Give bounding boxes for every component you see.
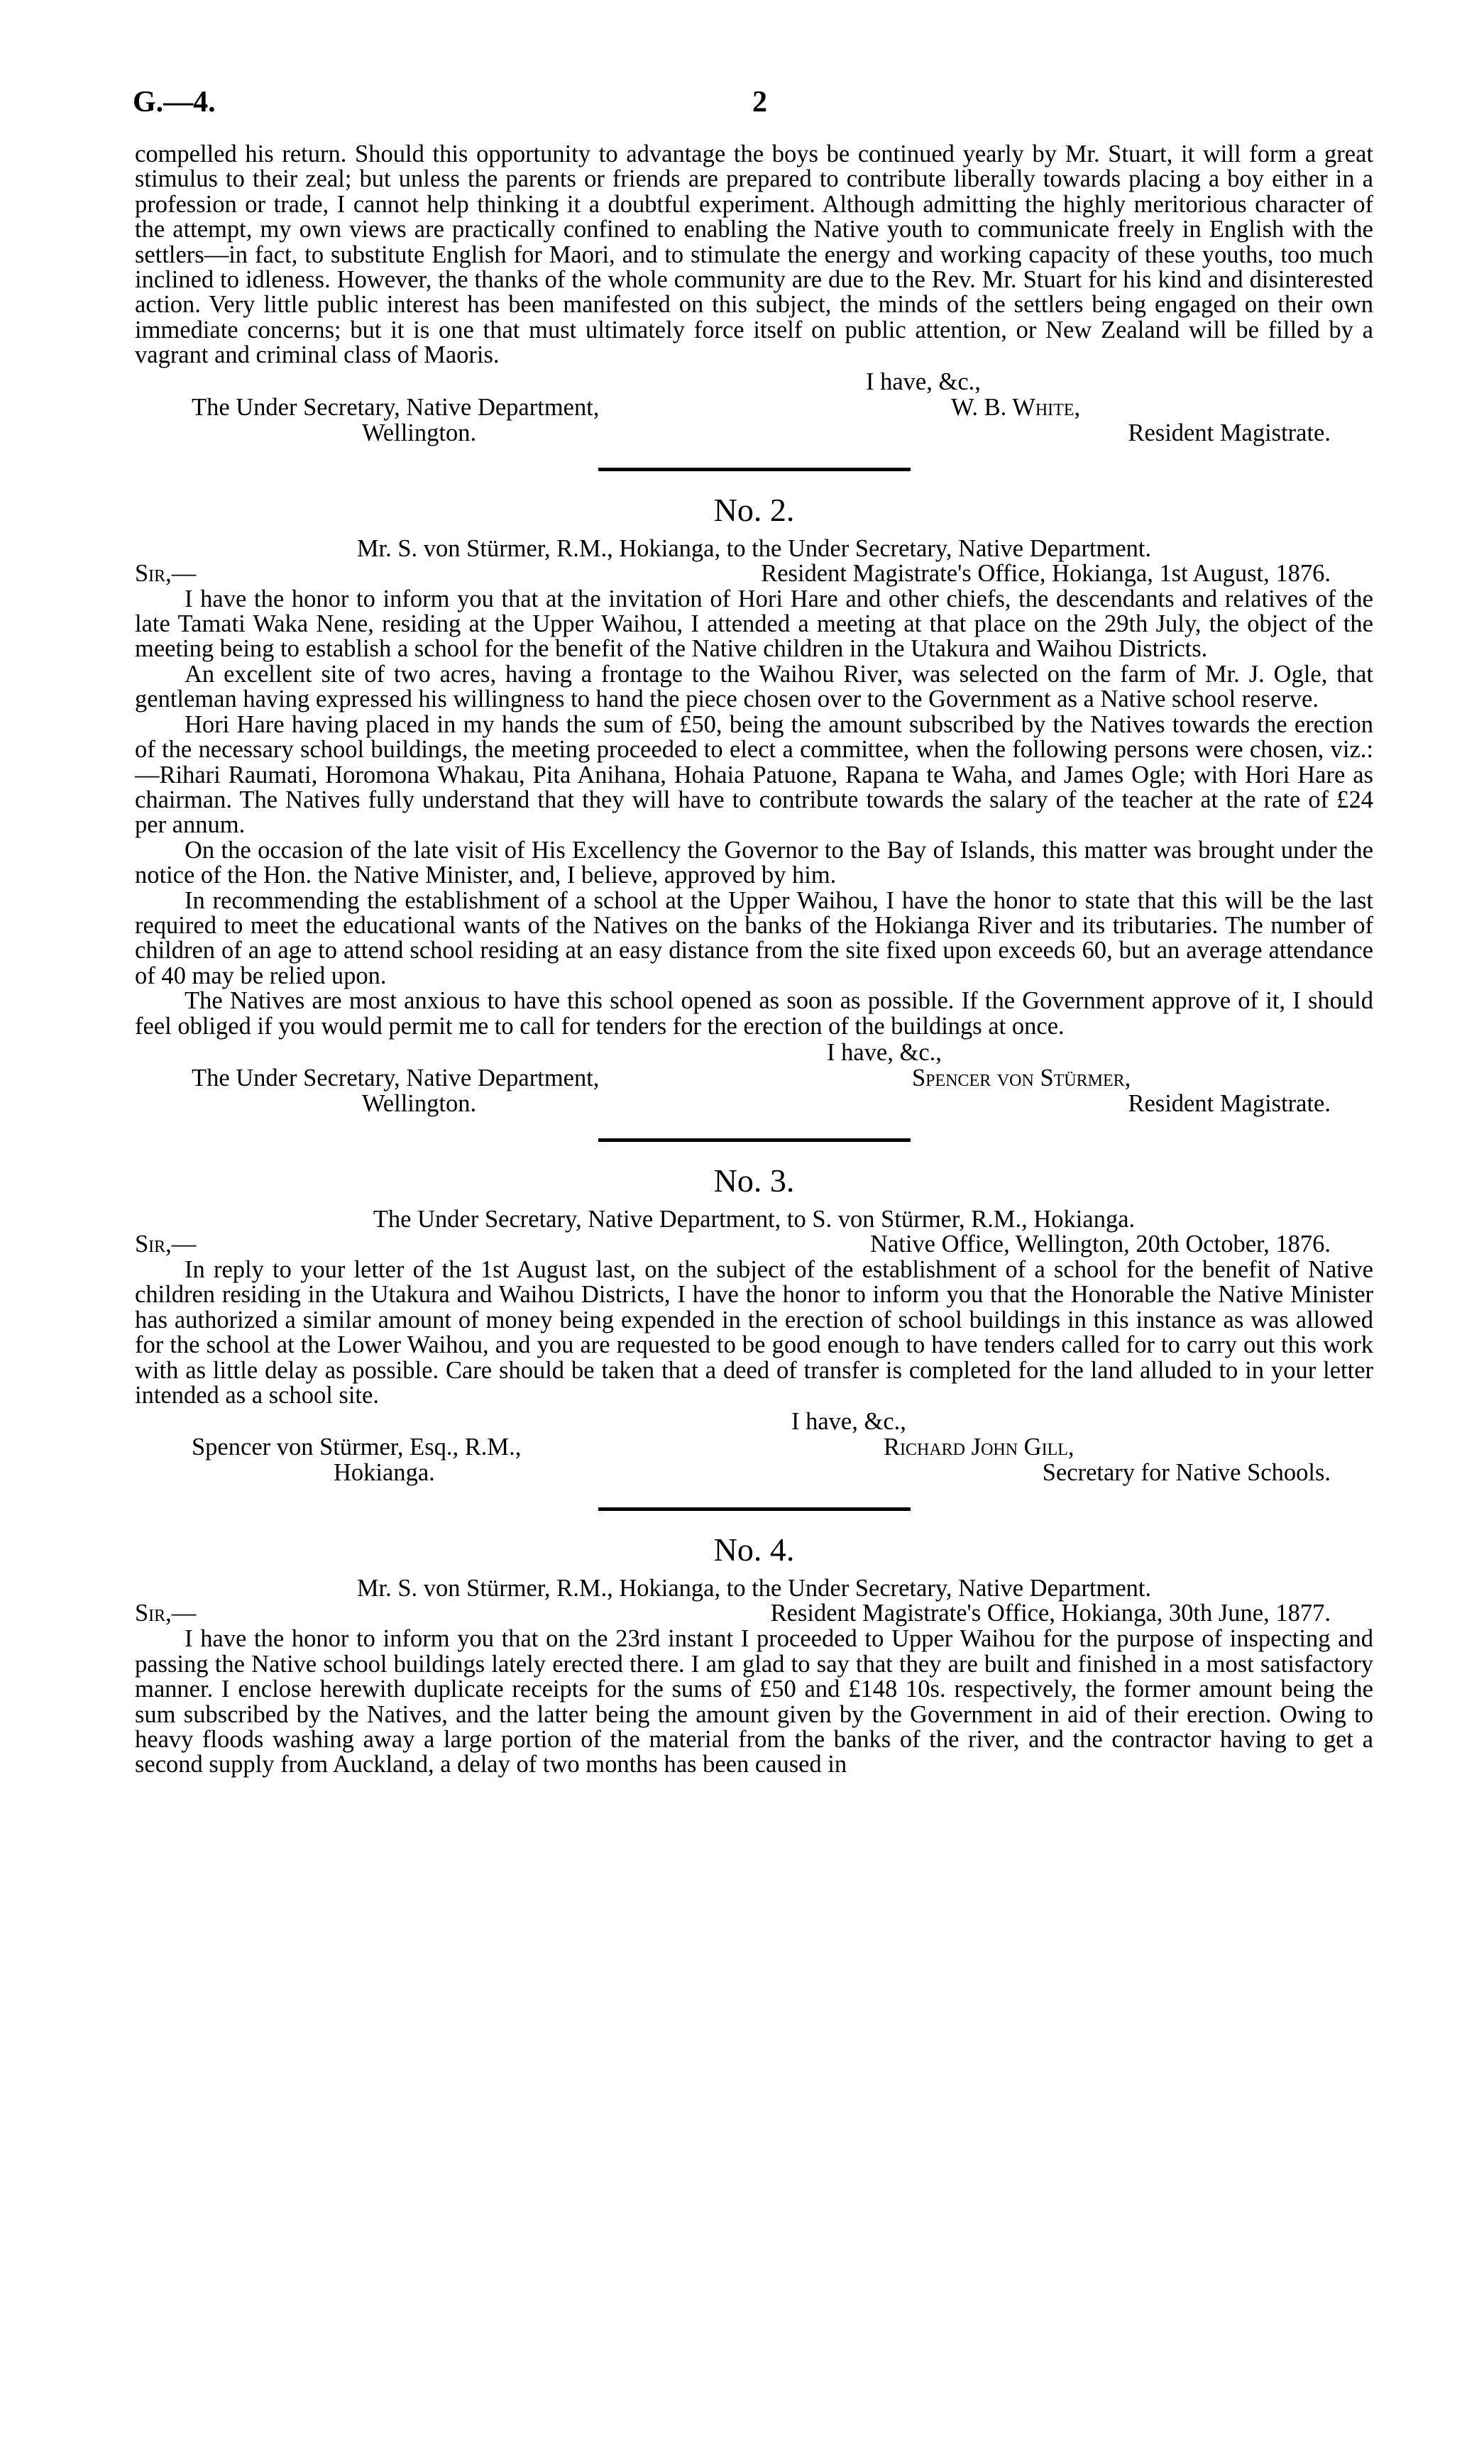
paragraph: An excellent site of two acres, having a frontage to the Waihou River, was selected on the farm of Mr. J. Ogle, that gentleman having expressed his willingness to hand the piece chosen over to the Government as a Native school reserve.	[135, 660, 1373, 713]
letter-no-3	[135, 1162, 1373, 1486]
addressee-city: Wellington.	[362, 1089, 477, 1117]
signer-name: W. B. White,	[951, 393, 1081, 421]
salutation: Sir,—	[135, 1600, 197, 1627]
signature-block	[135, 370, 1373, 446]
paragraph: In reply to your letter of the 1st August last, on the subject of the establishment of a school for the benefit of Native children residing in the Utakura and Waihou Districts, I have the honor to inform you that the Honorable the Native Minister has authorized a similar amount of money being expended in the erection of school buildings in this instance as was allowed for the school at the Lower Waihou, and you are requested to be good enough to have tenders called for to carry out this work with as little delay as possible. Care should be taken that a deed of transfer is completed for the land alluded to in your letter intended as a school site.	[135, 1255, 1373, 1409]
paragraph: Hori Hare having placed in my hands the sum of £50, being the amount subscribed by the Natives towards the erection of the necessary school buildings, the meeting proceeded to elect a committee, when the following persons were chosen, viz.:—Rihari Raumati, Horomona Whakau, Pita Anihana, Hohaia Patuone, Rapana te Waha, and James Ogle; with Hori Hare as chairman. The Natives fully understand that they will have to contribute towards the salary of the teacher at the rate of £24 per annum.	[135, 710, 1373, 839]
page-number: 2	[752, 86, 767, 119]
salutation-line	[135, 1601, 1373, 1627]
letter-number: No. 2.	[713, 491, 795, 528]
letter-heading: Mr. S. von Stürmer, R.M., Hokianga, to the Under Secretary, Native Department.	[356, 1575, 1152, 1602]
page-header	[135, 85, 1373, 142]
salutation-line	[135, 1232, 1373, 1258]
paragraph: I have the honor to inform you that at the invitation of Hori Hare and other chiefs, the descendants and relatives of the late Tamati Waka Nene, residing at the Upper Waihou, I attended a meeting at that place on the 29th July, the object of the meeting being to establish a school for the benefit of the Native children in the Utakura and Waihou Districts.	[135, 585, 1373, 663]
paragraph: The Natives are most anxious to have this school opened as soon as possible. If the Government approve of it, I should feel obliged if you would permit me to call for tenders for the erection of the buildings at once.	[135, 987, 1373, 1040]
letter-no-4	[135, 1531, 1373, 1777]
addressee-line: The Under Secretary, Native Department,	[192, 1064, 600, 1091]
document-page	[135, 85, 1373, 1778]
addressee-line: Spencer von Stürmer, Esq., R.M.,	[192, 1434, 522, 1461]
signer-name: Spencer von Stürmer,	[912, 1064, 1131, 1091]
salutation: Sir,—	[135, 1230, 197, 1258]
signer-title: Resident Magistrate.	[1128, 1089, 1331, 1117]
section-divider	[598, 468, 911, 471]
signer-name: Richard John Gill,	[884, 1434, 1074, 1461]
closing-line: I have, &c.,	[827, 1038, 942, 1066]
letter-number: No. 4.	[713, 1531, 795, 1568]
signer-title: Resident Magistrate.	[1128, 419, 1331, 446]
closing-line: I have, &c.,	[791, 1408, 906, 1436]
sender-address: Native Office, Wellington, 20th October, 1876.	[870, 1230, 1331, 1258]
signer-title: Secretary for Native Schools.	[1042, 1459, 1331, 1487]
sender-address: Resident Magistrate's Office, Hokianga, 30th June, 1877.	[770, 1600, 1331, 1627]
series-label: G.—4.	[133, 86, 216, 119]
letter-no-2	[135, 491, 1373, 1117]
section-divider	[598, 1507, 911, 1511]
signature-block	[135, 1409, 1373, 1486]
closing-line: I have, &c.,	[866, 368, 981, 395]
addressee-city: Hokianga.	[334, 1459, 435, 1487]
intro-paragraph: compelled his return. Should this opportunity to advantage the boys be continued yearly by Mr. Stuart, it will form a great stimulus to their zeal; but unless the parents or friends are prepared to contribute liberally towards placing a boy either in a profession or trade, I cannot help thinking it a doubtful experiment. Although admitting the highly meritorious character of the attempt, my own views are practically confined to enabling the Native youth to communicate freely in English with the settlers—in fact, to substitute English for Maori, and to stimulate the energy and working capacity of these youths, too much inclined to idleness. However, the thanks of the whole community are due to the Rev. Mr. Stuart for his kind and disinterested action. Very little public interest has been manifested on this subject, the minds of the settlers being engaged on their own immediate concerns; but it is one that must ultimately force itself on public attention, or New Zealand will be filled by a vagrant and criminal class of Maoris.	[135, 141, 1373, 369]
addressee-line: The Under Secretary, Native Department,	[192, 393, 600, 421]
paragraph: On the occasion of the late visit of His Excellency the Governor to the Bay of Islands, this matter was brought under the notice of the Hon. the Native Minister, and, I believe, approved by him.	[135, 836, 1373, 889]
salutation-line	[135, 561, 1373, 587]
letter-heading: The Under Secretary, Native Department, to S. von Stürmer, R.M., Hokianga.	[373, 1205, 1136, 1233]
signature-block	[135, 1040, 1373, 1117]
letter-heading: Mr. S. von Stürmer, R.M., Hokianga, to the Under Secretary, Native Department.	[356, 534, 1152, 562]
sender-address: Resident Magistrate's Office, Hokianga, 1st August, 1876.	[761, 559, 1331, 587]
addressee-city: Wellington.	[362, 419, 477, 446]
section-divider	[598, 1138, 911, 1142]
salutation: Sir,—	[135, 559, 197, 587]
letter-number: No. 3.	[713, 1162, 795, 1199]
paragraph: I have the honor to inform you that on the 23rd instant I proceeded to Upper Waihou for the purpose of inspecting and passing the Native school buildings lately erected there. I am glad to say that they are built and finished in a most satisfactory manner. I enclose herewith duplicate receipts for the sums of £50 and £148 10s. respectively, the former amount being the sum subscribed by the Natives, and the latter being the amount given by the Government in aid of their erection. Owing to heavy floods washing away a large portion of the material from the banks of the river, and the contractor having to get a second supply from Auckland, a delay of two months has been caused in	[135, 1625, 1373, 1778]
paragraph: In recommending the establishment of a school at the Upper Waihou, I have the honor to state that this will be the last required to meet the educational wants of the Natives on the banks of the Hokianga River and its tributaries. The number of children of an age to attend school residing at an easy distance from the site fixed upon exceeds 60, but an average attendance of 40 may be relied upon.	[135, 886, 1373, 989]
